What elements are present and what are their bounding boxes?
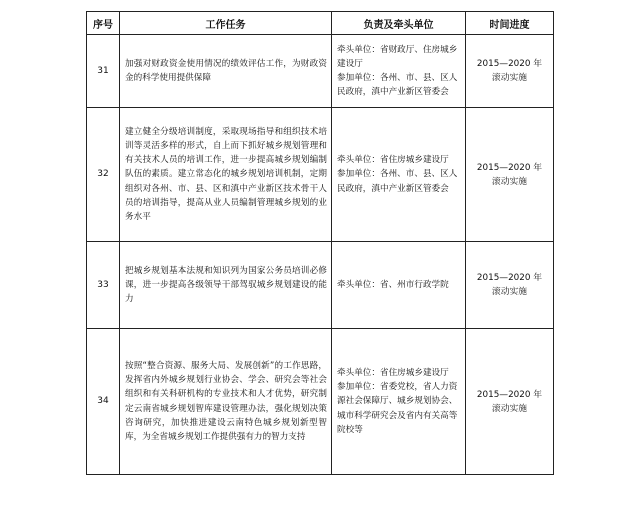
table-row (87, 35, 554, 108)
header-schedule: 时间进度 (466, 12, 554, 35)
schedule-cell (466, 35, 554, 108)
participating-units: 参加单位：各州、市、县、区人民政府，滇中产业新区管委会 (337, 169, 458, 194)
schedule-years: 2015—2020 年 (476, 389, 543, 400)
schedule-cell (466, 329, 554, 475)
header-owner: 负责及牵头单位 (332, 12, 466, 35)
table-row (87, 329, 554, 475)
lead-unit: 牵头单位：省、州市行政学院 (337, 279, 449, 290)
row-number: 32 (87, 108, 120, 242)
owner-cell (332, 242, 466, 329)
header-number: 序号 (87, 12, 120, 35)
schedule-mode: 滚动实施 (491, 176, 528, 187)
lead-unit: 牵头单位：省财政厅、住房城乡建设厅 (337, 44, 458, 69)
task-cell: 把城乡规划基本法规和知识列为国家公务员培训必修课，进一步提高各级领导干部驾驭城乡规划建设的能力 (120, 242, 332, 329)
schedule-years: 2015—2020 年 (476, 273, 543, 283)
schedule-years: 2015—2020 年 (476, 162, 543, 173)
task-table (86, 11, 554, 475)
owner-cell (332, 35, 466, 108)
table-row (87, 242, 554, 329)
table-row (87, 108, 554, 242)
owner-cell (332, 329, 466, 475)
task-cell: 加强对财政资金使用情况的绩效评估工作，为财政资金的科学使用提供保障 (120, 35, 332, 108)
header-task: 工作任务 (120, 12, 332, 35)
row-number: 33 (87, 242, 120, 329)
participating-units: 参加单位：省委党校，省人力资源社会保障厅、城乡规划协会、城市科学研究会及省内有关高等院校等 (337, 382, 458, 435)
row-number: 31 (87, 35, 120, 108)
header-row (87, 12, 554, 35)
task-cell: 建立健全分级培训制度，采取现场指导和组织技术培训等灵活多样的形式，自上而下抓好城乡规划管理和有关技术人员的培训工作，进一步提高城乡规划编制队伍的素质。建立常态化的城乡规划培训机制，定期组织对各州、市、县、区和滇中产业新区技术骨干人员的培训指导，提高从业人员编制管理城乡规划的业务水平 (120, 108, 332, 242)
schedule-mode: 滚动实施 (491, 403, 528, 414)
participating-units: 参加单位：各州、市、县、区人民政府，滇中产业新区管委会 (337, 73, 458, 98)
schedule-years: 2015—2020 年 (476, 59, 543, 69)
schedule-mode: 滚动实施 (491, 287, 528, 297)
schedule-cell (466, 242, 554, 329)
lead-unit: 牵头单位：省住房城乡建设厅 (337, 367, 449, 378)
row-number: 34 (87, 329, 120, 475)
owner-cell (332, 108, 466, 242)
schedule-cell (466, 108, 554, 242)
task-cell: 按照“整合资源、服务大局、发展创新”的工作思路，发挥省内外城乡规划行业协会、学会、研究会等社会组织和有关科研机构的专业技术和人才优势，研究制定云南省城乡规划智库建设管理办法，强化规划决策咨询研究，加快推进建设云南特色城乡规划新型智库，为全省城乡规划工作提供强有力的智力支持 (120, 329, 332, 475)
schedule-mode: 滚动实施 (491, 73, 528, 83)
lead-unit: 牵头单位：省住房城乡建设厅 (337, 155, 449, 166)
